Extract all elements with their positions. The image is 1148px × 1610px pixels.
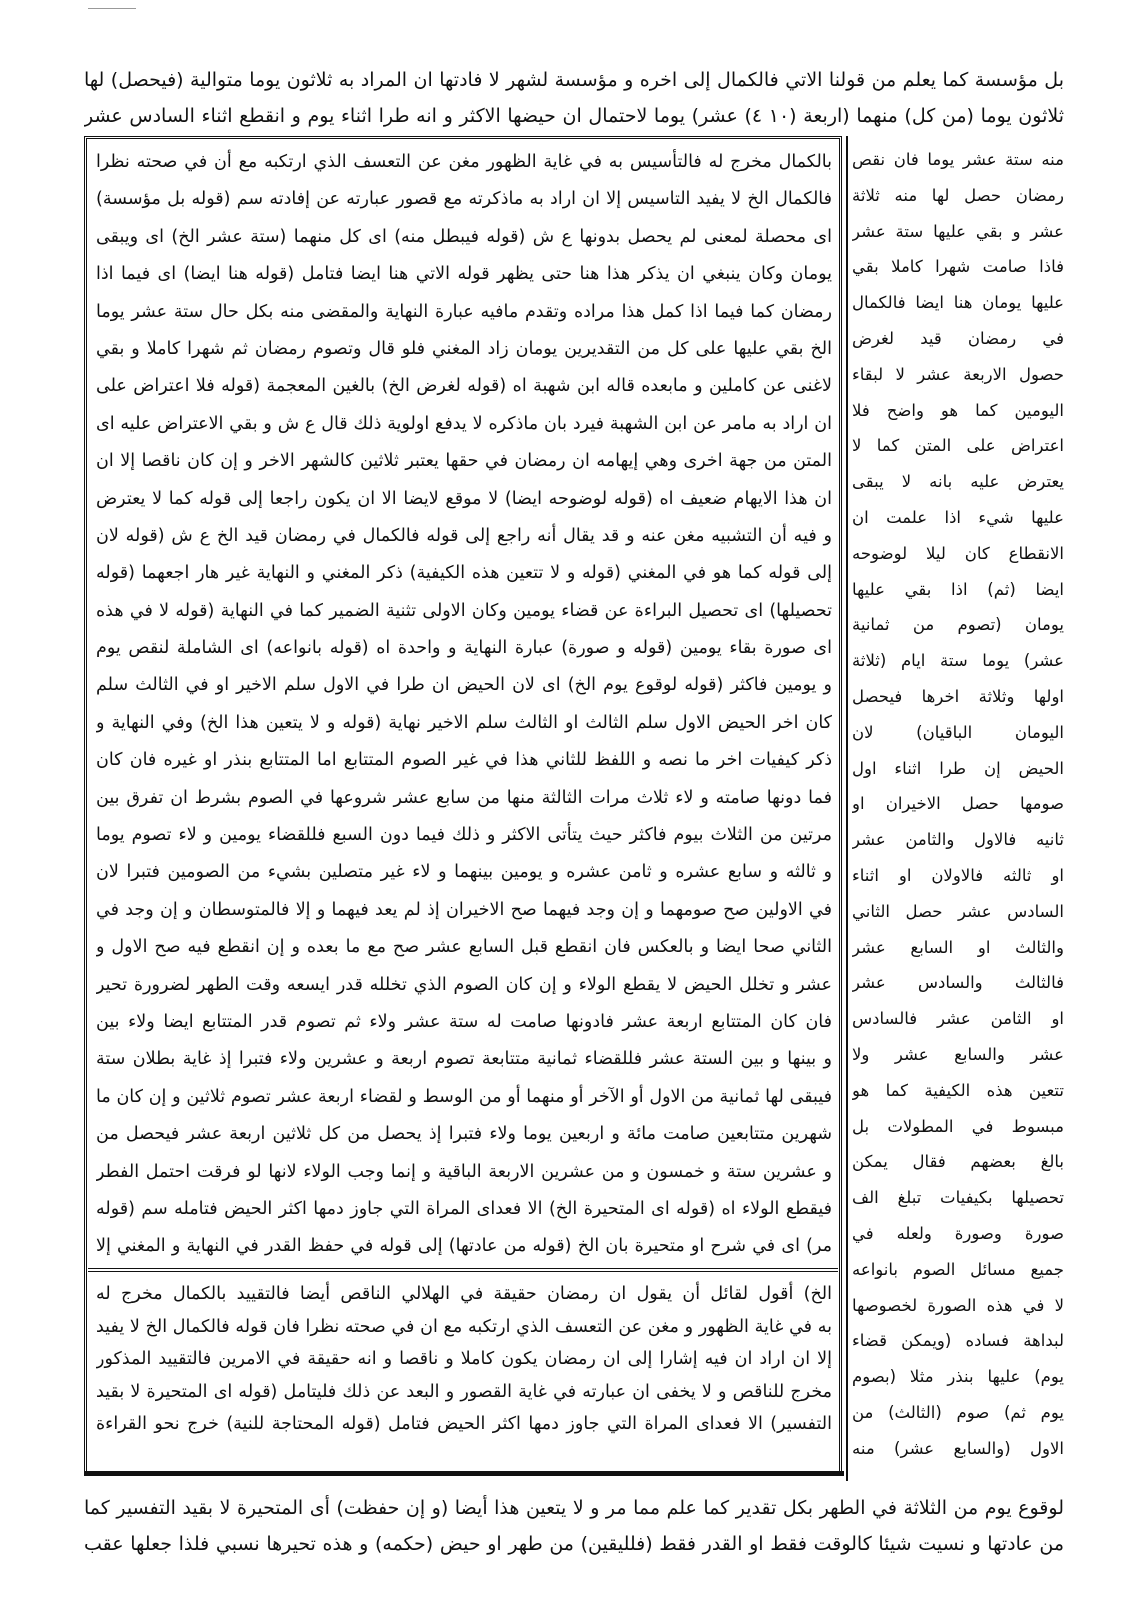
text-line: يعترض عليه بانه لا يبقى — [852, 472, 1064, 492]
text-line: تحصيلها) اى تحصيل البراءة عن قضاء يومين وكان الاولى تثنية الضمير كما في النهاية (قوله لا في هذه — [96, 600, 832, 621]
text-line: والثالث او السابع عشر — [852, 937, 1064, 957]
text-line: ثلاثون يوما (من كل) منهما (اربعة (١٠ ٤) عشر) يوما لاحتمال ان حيضها الاكثر و انه طرا اثناء يوم و انقطع اثناء السادس عشر — [84, 105, 1064, 127]
text-line: او الثامن عشر فالسادس — [852, 1009, 1064, 1029]
text-line: شهرين متتابعين صامت مائة و اربعين يوما ولاء فتبرا إذ يحصل من كل ثلاثين اربعة عشر فيحصل من — [96, 1124, 832, 1145]
commentary-upper — [96, 144, 832, 1266]
text-line: فيبقى لها ثمانية من الاول أو الآخر أو منهما أو من الوسط و لقضاء اربعة عشر تصوم ثلاثين و إن كان ما — [96, 1086, 832, 1107]
text-line: حصول الاربعة عشر لا لبقاء — [852, 364, 1064, 384]
text-line: فالكمال الخ لا يفيد التاسيس إلا ان اراد به ماذكرته مع قصور عبارته عن إفادته سم (قوله بل مؤسسة) — [96, 189, 832, 210]
text-line: منه ستة عشر يوما فان نقص — [852, 150, 1064, 169]
text-line: عشر والسابع عشر ولا — [852, 1044, 1064, 1064]
text-line: من عادتها و نسيت شيئا كالوقت فقط او القدر فقط (فلليقين) من طهر او حيض (حكمه) و هذه تحيرها نسبي فلذا جعلها عقب — [84, 1533, 1064, 1555]
text-line: بالغ بعضهم فقال يمكن — [852, 1152, 1064, 1172]
commentary-divider — [88, 1268, 838, 1274]
text-line: الانقطاع كان ليلا لوضوحه — [852, 543, 1064, 563]
text-line: بل مؤسسة كما يعلم من قولنا الاتي فالكمال إلى اخره و مؤسسة لشهر لا فادتها ان المراد به ثلاثون يوما متوالية (فيحصل) لها — [84, 69, 1064, 91]
side-commentary-column — [852, 142, 1064, 1466]
text-line: فالثالث والسادس عشر — [852, 973, 1064, 993]
text-line: اعتراض على المتن كما لا — [852, 436, 1064, 456]
text-line: و عشرين ستة و خمسون و من عشرين الاربعة الباقية و إنما وجب الولاء لانها لو فرقت احتمل الفطر — [96, 1161, 832, 1182]
text-line: اليومان الباقيان) لان — [852, 722, 1064, 742]
text-line: السادس عشر حصل الثاني — [852, 901, 1064, 921]
column-separator — [846, 136, 848, 1481]
text-line: مخرج للناقص و لا يخفى ان عبارته في غاية القصور و البعد عن ذلك فليتامل (قوله اى المتحيرة لا بقيد — [96, 1381, 832, 1402]
text-line: الخ بقي عليها على كل من التقديرين يومان زاد المغني فلو قال وتصوم رمضان ثم شهرا كاملا و بقي — [96, 338, 832, 359]
text-line: عشر) يوما ستة ايام (ثلاثة — [852, 651, 1064, 671]
text-line: جميع مسائل الصوم بانواعه — [852, 1259, 1064, 1279]
text-line: مرتين من الثلاث بيوم فاكثر حيث يتأتى الاكثر و ذلك فيما دون السبع فللقضاء يومين و لاء تصوم يوما — [96, 825, 832, 846]
text-line: و فيه أن التشبيه مغن عنه و قد يقال أنه راجع إلى قوله فالكمال في رمضان قيد الخ ع ش (قوله لان — [96, 525, 832, 546]
text-line: بالكمال مخرج له فالتأسيس به في غاية الظهور مغن عن التعسف الذي ارتكبه مع أن في صحته نظرا — [96, 152, 832, 172]
frame-bottom-rule — [84, 1471, 844, 1476]
text-line: ذكر كيفيات اخر ما نصه و اللفظ للثاني هذا في غير الصوم المتتابع اما المتتابع بنذر او غيره فان كان — [96, 750, 832, 771]
text-line: الحيض إن طرا اثناء اول — [852, 758, 1064, 778]
text-line: عشر و بقي عليها ستة عشر — [852, 221, 1064, 241]
main-text-bottom — [84, 1490, 1064, 1562]
text-line: ان اراد به مامر عن ابن الشهبة فيرد بان ماذكره لا يدفع اولوية ذلك قال ع ش و بقي الاعتراض عليه اى — [96, 413, 832, 434]
text-line: صومها حصل الاخيران او — [852, 794, 1064, 814]
text-line: ان هذا الايهام ضعيف اه (قوله لوضوحه ايضا) لا موقع لايضا الا ان يكون راجعا إلى قوله كما لا يعترض — [96, 488, 832, 509]
text-line: فيقطع الولاء اه (قوله اى المتحيرة الخ) الا فعداى المراة التي جاوز دمها اكثر الحيض فتامله سم (قوله — [96, 1198, 832, 1219]
text-line: يوم ثم) صوم (الثالث) من — [852, 1402, 1064, 1422]
text-line: رمضان حصل لها منه ثلاثة — [852, 185, 1064, 205]
text-line: الخ) أقول لقائل أن يقول ان رمضان حقيقة في الهلالي الناقص أيضا فالتقييد بالكمال مخرج له — [96, 1284, 832, 1304]
text-line: اى محصلة لمعنى لم يحصل بدونها ع ش (قوله فيبطل منه) اى كل منهما (ستة عشر الخ) اى ويبقى — [96, 226, 832, 247]
text-line: و ثالثه و سابع عشره و ثامن عشره و يومين بينهما و لاء غير متصلين بشيء من الصومين فتبرا لان — [96, 862, 832, 883]
text-line: مر) اى في شرح او متحيرة بان الخ (قوله من عادتها) إلى قوله في حفظ القدر في النهاية و المغني إلا — [96, 1236, 832, 1257]
text-line: اولها وثلاثة اخرها فيحصل — [852, 686, 1064, 706]
text-line: لاغنى عن كاملين و مابعده قاله ابن شهبة اه (قوله لغرض الخ) بالغين المعجمة (قوله فلا اعتراض على — [96, 376, 832, 397]
text-line: يوم) عليها بنذر مثلا (بصوم — [852, 1367, 1064, 1387]
text-line: عليها شيء اذا علمت ان — [852, 507, 1064, 527]
text-line: المتن من جهة اخرى وهي إيهامه ان رمضان في حقها يعتبر ثلاثين كالشهر الاخر و إن كان ناقصا إلا ان — [96, 451, 832, 472]
text-line: في الاولين صح صومهما و إن وجد فيهما صح الاخيران إذ لم يعد فيهما و إلا فالمتوسطان و إن وجد في — [96, 899, 832, 920]
text-line: يومان وكان ينبغي ان يذكر هذا هنا حتى يظهر قوله الاتي هنا ايضا فتامل (قوله هنا ايضا) اى فيما اذا — [96, 264, 832, 285]
text-line: فما دونها صامته و لاء ثلاث مرات الثالثة منها من سابع عشر شروعها في الصوم بشرط ان تفرق بين — [96, 787, 832, 808]
text-line: لبداهة فساده (ويمكن قضاء — [852, 1331, 1064, 1351]
text-line: رمضان كما فيما اذا كمل هذا مراده وتقدم مافيه عبارة النهاية والمقضى منه بكل حال ستة عشر يوما — [96, 301, 832, 322]
text-line: عشر و تخلل الحيض لا يقطع الولاء و إن كان الصوم الذي تخلله قدر ايسعه وقت الطهر لضرورة تحير — [96, 974, 832, 995]
text-line: فاذا صامت شهرا كاملا بقي — [852, 257, 1064, 277]
text-line: فان كان المتتابع اربعة عشر فادونها صامت له ستة عشر ولاء ثم تصوم قدر المتتابع ايضا ولاء بين — [96, 1011, 832, 1032]
text-line: إلى قوله كما هو في المغني (قوله و لا تتعين هذه الكيفية) ذكر المغني و النهاية غير هار اجعهما (قوله — [96, 563, 832, 584]
text-line: الثاني صحا ايضا و بالعكس فان انقطع قبل السابع عشر صح مع ما بعده و إن انقطع فيه صح الاول و — [96, 937, 832, 958]
corner-rule — [88, 8, 136, 9]
text-line: تتعين هذه الكيفية كما هو — [852, 1080, 1064, 1100]
text-line: يومان (تصوم من ثمانية — [852, 615, 1064, 635]
text-line: لوقوع يوم من الثلاثة في الطهر بكل تقدير كما علم مما مر و لا يتعين هذا أيضا (و إن حفظت) أى المتحيرة لا بقيد التفسير كما — [84, 1497, 1064, 1519]
text-line: اى صورة بقاء يومين (قوله و صورة) عبارة النهاية و واحدة اه (قوله بانواعه) اى الشاملة لنقص يوم — [96, 638, 832, 659]
text-line: عليها يومان هنا ايضا فالكمال — [852, 293, 1064, 313]
text-line: كان اخر الحيض الاول سلم الثالث او الثالث سلم الاخير نهاية (قوله و لا يتعين هذا الخ) وفي النهاية و — [96, 712, 832, 733]
text-line: به في غاية الظهور و مغن عن التعسف الذي ارتكبه مع ان في صحته نظرا فان قوله فالكمال الخ لا يفيد — [96, 1316, 832, 1337]
text-line: في رمضان قيد لغرض — [852, 328, 1064, 348]
text-line: التفسير) الا فعداى المراة التي جاوز دمها اكثر الحيض فتامل (قوله المحتاجة للنية) خرج نحو القراءة — [96, 1414, 832, 1434]
text-line: الاول (والسابع عشر) منه — [852, 1438, 1064, 1458]
text-line: مبسوط في المطولات بل — [852, 1116, 1064, 1136]
text-line: و بينها و بين الستة عشر فللقضاء ثمانية متتابعة تصوم اربعة و عشرين ولاء فتبرا إذ غاية بطلان ستة — [96, 1049, 832, 1070]
text-line: صورة وصورة ولعله في — [852, 1223, 1064, 1243]
commentary-lower — [96, 1278, 832, 1441]
text-line: إلا ان اراد ان فيه إشارا إلى ان رمضان يكون كاملا و ناقصا و انه حقيقة في الامرين فالتقييد المذكور — [96, 1349, 832, 1369]
text-line: ثانيه فالاول والثامن عشر — [852, 830, 1064, 850]
text-line: ايضا (ثم) اذا بقي عليها — [852, 579, 1064, 599]
text-line: لا في هذه الصورة لخصوصها — [852, 1295, 1064, 1315]
text-line: او ثالثه فالاولان او اثناء — [852, 865, 1064, 885]
main-text-top — [84, 62, 1064, 134]
text-line: تحصيلها بكيفيات تبلغ الف — [852, 1188, 1064, 1208]
text-line: اليومين كما هو واضح فلا — [852, 400, 1064, 420]
text-line: و يومين فاكثر (قوله لوقوع يوم الخ) اى لان الحيض ان طرا في الاول سلم الاخير او في الثالث سلم — [96, 675, 832, 696]
